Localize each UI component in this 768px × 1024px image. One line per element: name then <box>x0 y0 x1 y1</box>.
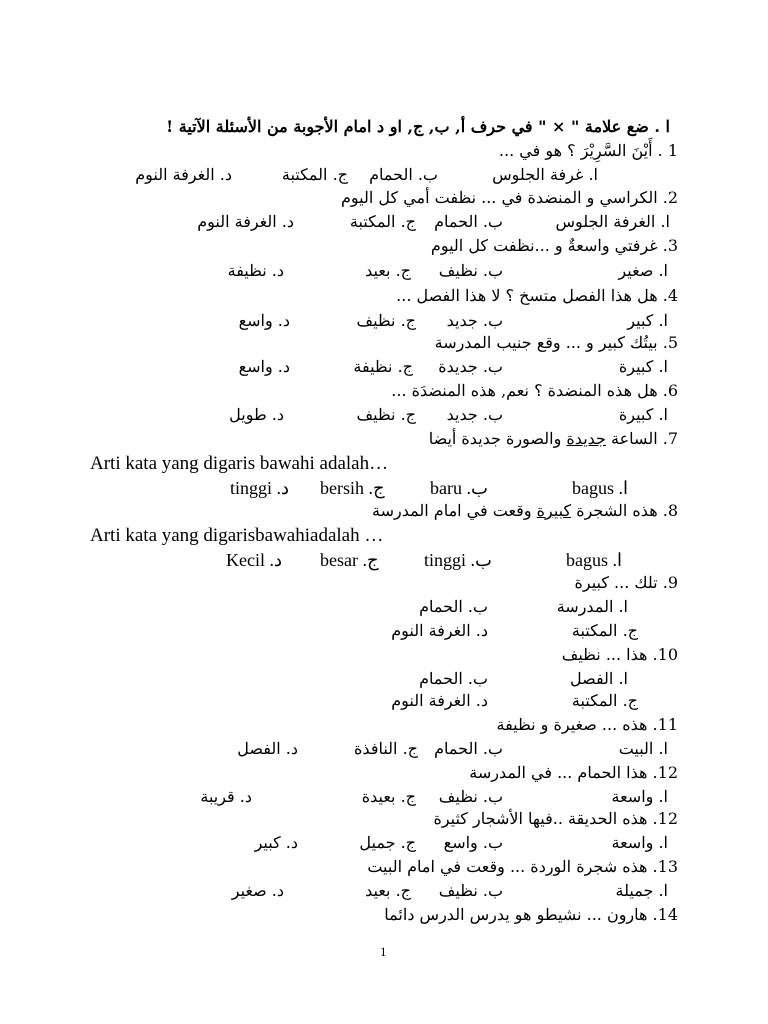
q8-latin-prompt: Arti kata yang digarisbawahiadalah … <box>90 525 384 546</box>
q7-underlined-word: جديدة <box>566 429 606 448</box>
question-1: 1 . أَيْنَ السَّرِيْرَ ؟ هو في ... <box>498 141 678 160</box>
q12-option-b: ب. نظيف <box>438 787 503 806</box>
question-2: 2. الكراسي و المنضدة في ... نظفت أمي كل اليوم <box>340 188 678 207</box>
q10-option-a: ا. الفصل <box>569 669 628 688</box>
instruction-heading: ا . ضع علامة " × " في حرف أ, ب, ج, او د امام الأجوبة من الأسئلة الآتية ! <box>166 117 670 136</box>
question-14: 14. هارون ... نشيطو هو يدرس الدرس دائما <box>384 905 678 924</box>
q3-option-d: د. نظيفة <box>227 261 284 280</box>
q3-option-a: ا. صغير <box>618 261 668 280</box>
q13-option-d: د. صغير <box>231 881 284 900</box>
q9-option-a: ا. المدرسة <box>556 597 628 616</box>
q4-option-c: ج. نظيف <box>356 311 416 330</box>
q13-option-b: ب. نظيف <box>438 881 503 900</box>
q5-option-d: د. واسع <box>238 357 290 376</box>
q11-option-a: ا. البيت <box>618 739 668 758</box>
q12b-option-b: ب. واسع <box>443 833 503 852</box>
q4-option-d: د. واسع <box>238 311 290 330</box>
question-13: 13. هذه شجرة الوردة ... وقعت في امام البيت <box>367 857 678 876</box>
q13-option-a: ا. جميلة <box>615 881 668 900</box>
question-6: 6. هل هذه المنضدة ؟ نعم, هذه المنضدَة ... <box>391 381 678 400</box>
question-8: 8. هذه الشجرة كبيرة وقعت في امام المدرسة <box>372 501 678 520</box>
q7-option-a: bagus .ا <box>572 478 629 498</box>
q11-option-c: ج. النافذة <box>354 739 418 758</box>
q7-option-b: baru .ب <box>430 478 488 498</box>
question-12: 12. هذا الحمام ... في المدرسة <box>469 763 678 782</box>
page-number: 1 <box>380 944 387 959</box>
q5-option-b: ب. جديدة <box>438 357 503 376</box>
q1-option-a: ا. غرفة الجلوس <box>492 165 598 184</box>
q8-option-a: bagus .ا <box>566 550 623 570</box>
q3-option-b: ب. نظيف <box>438 261 503 280</box>
q13-option-c: ج. بعيد <box>365 881 411 900</box>
q10-option-c: ج. المكتبة <box>571 691 638 710</box>
q2-option-a: ا. الغرفة الجلوس <box>555 212 670 231</box>
q10-option-d: د. الغرفة النوم <box>391 691 488 710</box>
question-12b: 12. هذه الحديقة ..فيها الأشجار كثيرة <box>433 809 678 828</box>
q12-option-c: ج. بعيدة <box>361 787 416 806</box>
q9-option-b: ب. الحمام <box>419 597 488 616</box>
question-5: 5. بيتُك كبير و ... وقع جنيب المدرسة <box>434 333 678 352</box>
q12-option-a: ا. واسعة <box>611 787 668 806</box>
q12b-option-a: ا. واسعة <box>611 833 668 852</box>
q7-option-c: bersih .ج <box>320 478 385 498</box>
q5-option-a: ا. كبيرة <box>618 357 668 376</box>
question-11: 11. هذه ... صغيرة و نظيفة <box>496 715 678 734</box>
q8-option-d: Kecil .د <box>226 550 282 570</box>
q8-underlined-word: كبيرة <box>536 501 572 520</box>
q6-option-a: ا. كبيرة <box>618 405 668 424</box>
q7-option-d: tinggi .د <box>230 478 290 498</box>
q10-option-b: ب. الحمام <box>419 669 488 688</box>
q4-option-b: ب. جديد <box>446 311 503 330</box>
q6-option-c: ج. نظيف <box>356 405 416 424</box>
q1-option-d: د. الغرفة النوم <box>135 165 232 184</box>
question-10: 10. هذا ... نظيف <box>561 645 678 664</box>
q4-option-a: ا. كبير <box>627 311 668 330</box>
q11-option-d: د. الفصل <box>237 739 298 758</box>
q5-option-c: ج. نظيفة <box>353 357 413 376</box>
q12-option-d: د. قريبة <box>200 787 252 806</box>
q2-option-c: ج. المكتبة <box>349 212 416 231</box>
q3-option-c: ج. بعيد <box>365 261 411 280</box>
q11-option-b: ب. الحمام <box>434 739 503 758</box>
q9-option-d: د. الغرفة النوم <box>391 621 488 640</box>
question-7: 7. الساعة جديدة والصورة جديدة أيضا <box>428 429 678 448</box>
q1-option-b: ب. الحمام <box>369 165 438 184</box>
q6-option-d: د. طويل <box>229 405 284 424</box>
q7-latin-prompt: Arti kata yang digaris bawahi adalah… <box>90 453 389 474</box>
q12b-option-c: ج. جميل <box>359 833 416 852</box>
question-3: 3. غرفتي واسعةٌ و ...نظفت كل اليوم <box>430 236 678 255</box>
q8-option-b: tinggi .ب <box>424 550 492 570</box>
q6-option-b: ب. جديد <box>446 405 503 424</box>
q1-option-c: ج. المكتبة <box>281 165 348 184</box>
q2-option-d: د. الغرفة النوم <box>197 212 294 231</box>
q2-option-b: ب. الحمام <box>434 212 503 231</box>
question-9: 9. تلك ... كبيرة <box>574 573 678 592</box>
question-4: 4. هل هذا الفصل متسخ ؟ لا هذا الفصل ... <box>396 286 678 305</box>
q12b-option-d: د. كبير <box>254 833 298 852</box>
q8-option-c: besar .ج <box>320 550 379 570</box>
q9-option-c: ج. المكتبة <box>571 621 638 640</box>
